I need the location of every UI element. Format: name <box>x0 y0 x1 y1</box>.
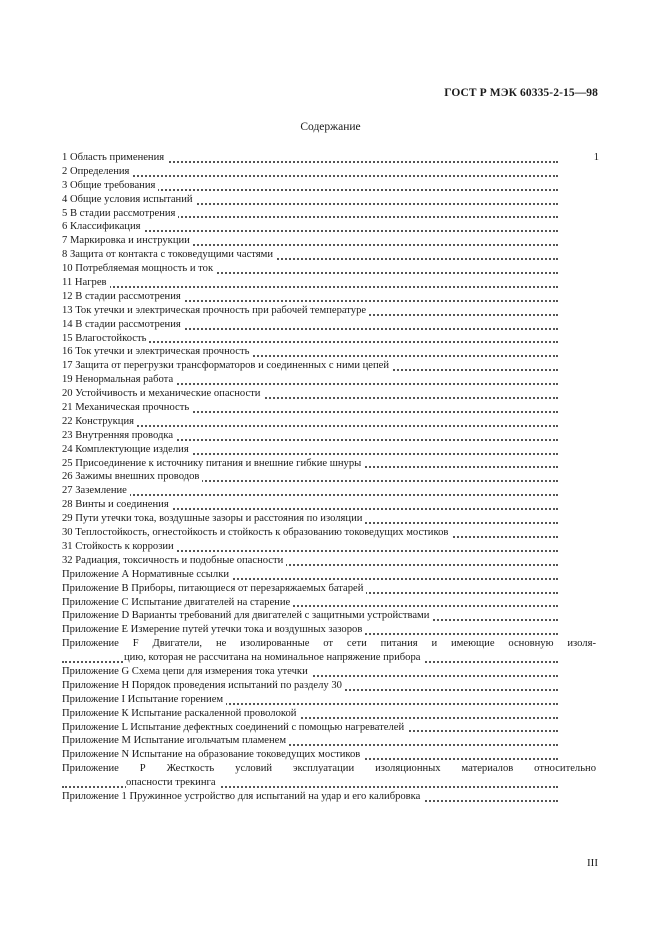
dot-leader <box>62 174 558 177</box>
toc-entry-text: Приложение Р Жесткость условий эксплуатации изоляционных материалов относительно <box>62 763 596 775</box>
toc-entry[interactable] <box>62 498 596 512</box>
toc-entry-text: Приложение М Испытание игольчатым пламенем <box>62 735 289 746</box>
toc-entry-text: 28 Винты и соединения <box>62 499 172 510</box>
table-of-contents <box>62 151 599 804</box>
toc-entry[interactable] <box>62 234 596 248</box>
toc-entry[interactable] <box>62 387 596 401</box>
toc-entry-text-continued: цию, которая не рассчитана на номинальное напряжение прибора <box>124 652 423 663</box>
toc-entry-text: 6 Классификация <box>62 221 144 232</box>
toc-page-number: 1 <box>590 151 599 165</box>
toc-entry-text: 7 Маркировка и инструкции <box>62 235 193 246</box>
toc-entry-text: 13 Ток утечки и электрическая прочность при рабочей температуре <box>62 305 369 316</box>
toc-entry[interactable] <box>62 721 596 735</box>
toc-entry-text: Приложение N Испытание на образование токоведущих мостиков <box>62 749 363 760</box>
toc-entry[interactable] <box>62 568 596 582</box>
toc-entry-text: Приложение L Испытание дефектных соединений с помощью нагревателей <box>62 722 407 733</box>
toc-entry[interactable] <box>62 707 596 721</box>
toc-entry[interactable] <box>62 734 596 748</box>
toc-entry-text: 20 Устойчивость и механические опасности <box>62 388 263 399</box>
toc-entry[interactable] <box>62 443 596 457</box>
toc-entry[interactable] <box>62 318 596 332</box>
toc-entry-text: Приложение К Испытание раскаленной проволокой <box>62 708 299 719</box>
toc-entry[interactable] <box>62 679 596 693</box>
toc-entry-text: 17 Защита от перегрузки трансформаторов и соединенных с ними цепей <box>62 360 392 371</box>
toc-entry-text: Приложение В Приборы, питающиеся от перезаряжаемых батарей <box>62 583 366 594</box>
document-code-header: ГОСТ Р МЭК 60335-2-15—98 <box>444 87 598 99</box>
toc-entry[interactable] <box>62 526 596 540</box>
table-of-contents-title: Содержание <box>300 121 361 133</box>
toc-entry[interactable] <box>62 470 596 484</box>
toc-entry-text: 11 Нагрев <box>62 277 110 288</box>
toc-entry[interactable] <box>62 179 596 193</box>
toc-entry-text: Приложение G Схема цепи для измерения тока утечки <box>62 666 311 677</box>
toc-entry-text: 3 Общие требования <box>62 180 158 191</box>
toc-entry-text: 14 В стадии рассмотрения <box>62 319 184 330</box>
toc-entry-text: 15 Влагостойкость <box>62 333 149 344</box>
toc-entry[interactable] <box>62 665 596 679</box>
toc-entry[interactable] <box>62 582 596 596</box>
toc-entry[interactable] <box>62 151 599 165</box>
toc-entry[interactable] <box>62 554 596 568</box>
toc-entry[interactable] <box>62 165 596 179</box>
toc-entry[interactable] <box>62 193 596 207</box>
toc-entry-text: Приложение I Испытание горением <box>62 694 226 705</box>
toc-entry-text: 32 Радиация, токсичность и подобные опасности <box>62 555 286 566</box>
toc-entry[interactable] <box>62 332 596 346</box>
toc-entry[interactable] <box>62 429 596 443</box>
toc-entry[interactable] <box>62 457 596 471</box>
toc-entry-text: 21 Механическая прочность <box>62 402 192 413</box>
toc-entry[interactable] <box>62 693 596 707</box>
toc-entry-text: Приложение D Варианты требований для двигателей с защитными устройствами <box>62 610 432 621</box>
toc-entry-text-continued: опасности трекинга <box>126 777 219 788</box>
toc-entry[interactable] <box>62 609 596 623</box>
toc-entry[interactable] <box>62 207 596 221</box>
toc-entry[interactable] <box>62 484 596 498</box>
toc-entry-text: 1 Область применения <box>62 152 167 163</box>
toc-entry[interactable] <box>62 220 596 234</box>
toc-entry-appendix-f[interactable] <box>62 637 596 665</box>
toc-entry-text: Приложение Н Порядок проведения испытаний по разделу 30 <box>62 680 345 691</box>
toc-entry-text: 22 Конструкция <box>62 416 137 427</box>
toc-entry-text: 27 Заземление <box>62 485 130 496</box>
toc-entry[interactable] <box>62 276 596 290</box>
toc-entry[interactable] <box>62 248 596 262</box>
toc-entry-appendix-p[interactable] <box>62 762 596 790</box>
toc-entry-text: Приложение С Испытание двигателей на старение <box>62 597 293 608</box>
toc-entry[interactable] <box>62 345 596 359</box>
toc-entry-text: 23 Внутренняя проводка <box>62 430 176 441</box>
toc-entry[interactable] <box>62 790 596 804</box>
toc-entry[interactable] <box>62 262 596 276</box>
toc-entry[interactable] <box>62 359 596 373</box>
dot-leader <box>62 285 558 288</box>
toc-entry-text: 4 Общие условия испытаний <box>62 194 196 205</box>
toc-entry-text: 24 Комплектующие изделия <box>62 444 192 455</box>
toc-entry[interactable] <box>62 596 596 610</box>
toc-entry[interactable] <box>62 373 596 387</box>
toc-entry[interactable] <box>62 304 596 318</box>
toc-entry-text: 25 Присоединение к источнику питания и внешние гибкие шнуры <box>62 458 364 469</box>
toc-entry-text: 5 В стадии рассмотрения <box>62 208 178 219</box>
toc-entry-text: 16 Ток утечки и электрическая прочность <box>62 346 252 357</box>
toc-entry[interactable] <box>62 290 596 304</box>
toc-entry-text: 30 Теплостойкость, огнестойкость и стойкость к образованию токоведущих мостиков <box>62 527 451 538</box>
toc-entry-text: 26 Зажимы внешних проводов <box>62 471 202 482</box>
toc-entry-text: 12 В стадии рассмотрения <box>62 291 184 302</box>
dot-leader <box>62 493 558 496</box>
toc-entry-text: 19 Ненормальная работа <box>62 374 176 385</box>
toc-entry[interactable] <box>62 401 596 415</box>
toc-entry-text: 2 Определения <box>62 166 132 177</box>
toc-entry-text: 8 Защита от контакта с токоведущими частями <box>62 249 276 260</box>
toc-entry-text: 29 Пути утечки тока, воздушные зазоры и расстояния по изоляции <box>62 513 365 524</box>
toc-entry-text: Приложение 1 Пружинное устройство для испытаний на удар и его калибровка <box>62 791 423 802</box>
page-number: III <box>587 857 598 869</box>
toc-entry[interactable] <box>62 748 596 762</box>
toc-entry-text: 31 Стойкость к коррозии <box>62 541 177 552</box>
toc-entry[interactable] <box>62 415 596 429</box>
toc-entry-text: Приложение Е Измерение путей утечки тока и воздушных зазоров <box>62 624 365 635</box>
toc-entry[interactable] <box>62 623 596 637</box>
toc-entry[interactable] <box>62 540 596 554</box>
toc-entry-text: 10 Потребляемая мощность и ток <box>62 263 216 274</box>
toc-entry[interactable] <box>62 512 596 526</box>
toc-entry-text: Приложение А Нормативные ссылки <box>62 569 232 580</box>
toc-entry-text: Приложение F Двигатели, не изолированные от сети питания и имеющие основную изоля- <box>62 638 596 650</box>
